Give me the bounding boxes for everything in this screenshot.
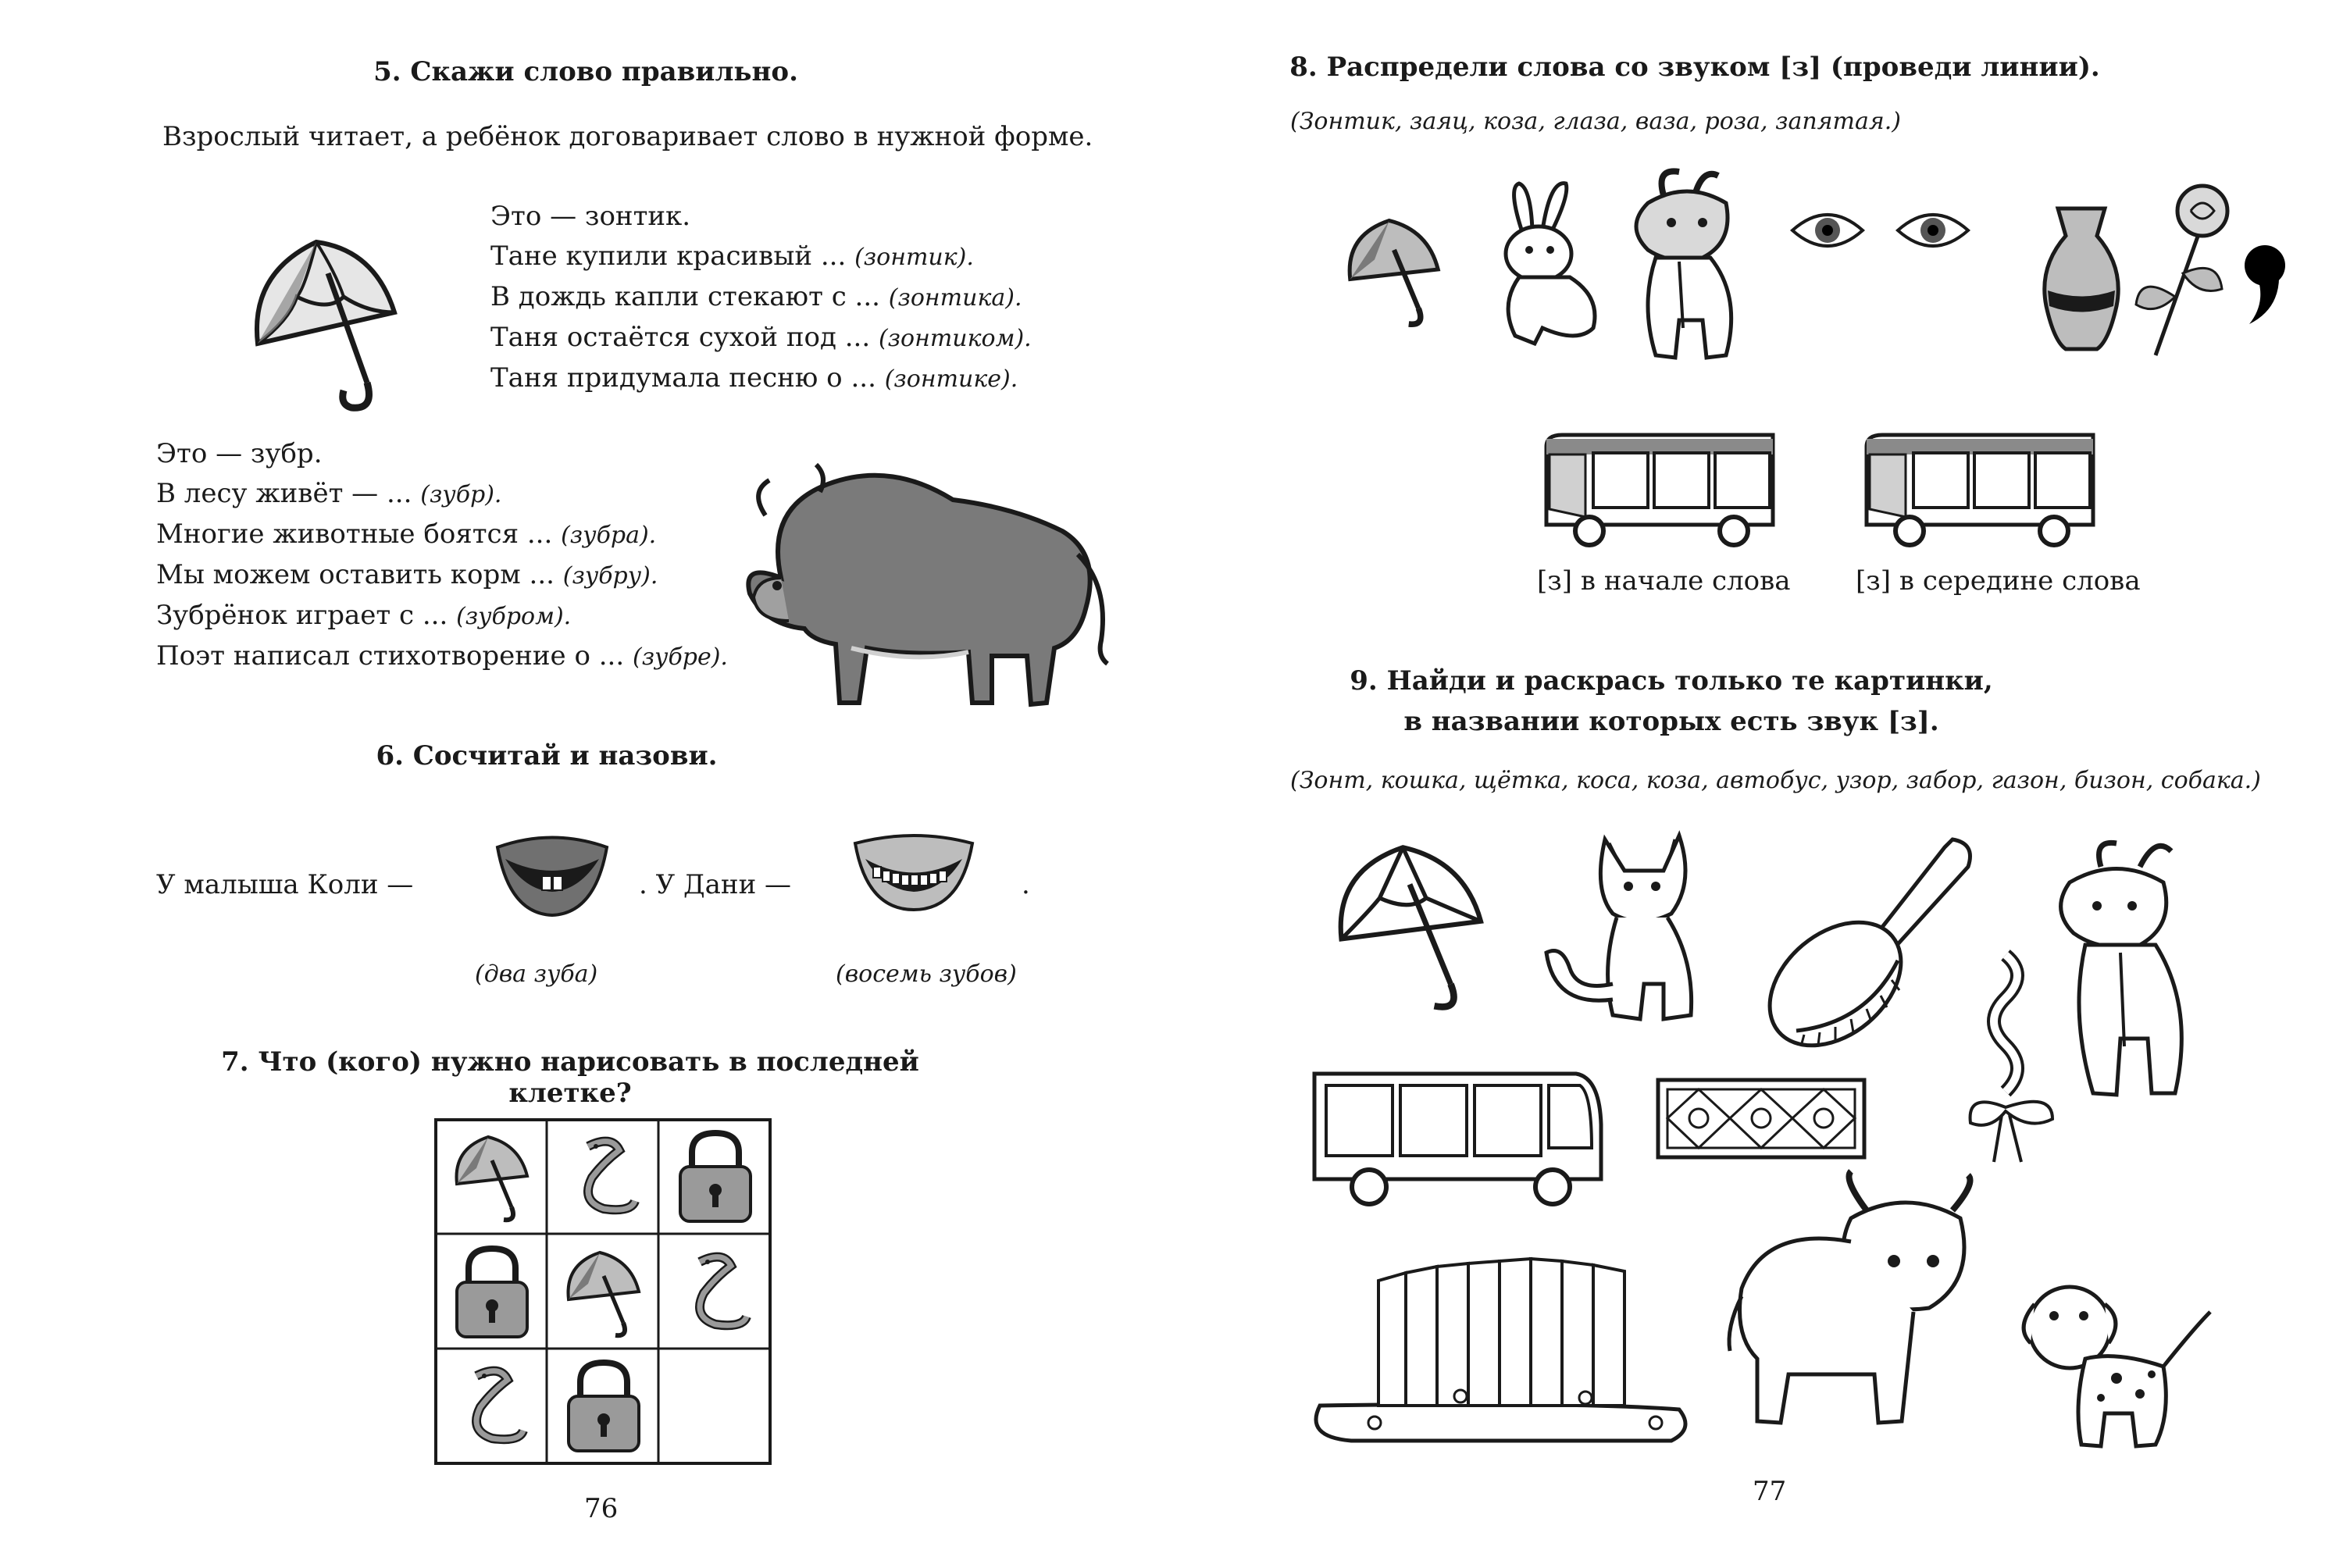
bison-icon (734, 461, 1109, 718)
mouth-eight-teeth-icon (851, 828, 976, 914)
dani-text: . У Дани — (639, 869, 792, 900)
bus-start-icon (1539, 431, 1781, 552)
braid-icon (1959, 951, 2068, 1170)
task8-umbrella-icon (1336, 211, 1453, 328)
eyes-icon (1788, 199, 1976, 262)
bison-lines (156, 434, 728, 677)
cat-icon (1539, 828, 1710, 1031)
bison-line: Многие животные боятся ... (зубра). (156, 519, 657, 550)
hare-icon (1476, 180, 1609, 351)
kolya-hint: (два зуба) (475, 960, 598, 988)
task7-grid (434, 1118, 772, 1465)
task5-instruction: Взрослый читает, а ребёнок договаривает слово в нужной форме. (162, 121, 1093, 152)
right-page (1172, 0, 2343, 1568)
umbrella-icon (242, 226, 414, 414)
task9-title-line2: в названии которых есть звук [з]. (1403, 706, 1939, 737)
task8-words: (Зонтик, заяц, коза, глаза, ваза, роза, запятая.) (1290, 108, 1901, 135)
task8-title: 8. Распредели слова со звуком [з] (проведи линии). (1289, 52, 2100, 83)
dog-icon (2015, 1281, 2218, 1452)
task6-title: 6. Сосчитай и назови. (376, 740, 718, 772)
kolya-text: У малыша Коли — (156, 869, 414, 900)
task9-title-line1: 9. Найди и раскрась только те картинки, (1350, 665, 1993, 697)
umbrella-line: Это — зонтик. (490, 201, 691, 232)
umbrella-line: Тане купили красивый ... (зонтик). (490, 241, 974, 272)
mouth-two-teeth-icon (494, 828, 611, 921)
task9-umbrella-icon (1328, 836, 1492, 1015)
task6-end: . (1022, 869, 1030, 900)
bison-line: Мы можем оставить корм ... (зубру). (156, 559, 658, 590)
bison-line: Поэт написал стихотворение о ... (зубре). (156, 640, 728, 672)
page-number: 77 (1753, 1476, 1787, 1507)
vase-icon (2038, 205, 2124, 353)
bus-start-label: [з] в начале слова (1537, 565, 1791, 597)
umbrella-line: Таня остаётся сухой под ... (зонтиком). (490, 322, 1032, 353)
goat-icon (1609, 164, 1757, 367)
brush-icon (1749, 828, 1984, 1062)
comma-icon (2241, 242, 2288, 328)
bison-outline-icon (1718, 1171, 1984, 1437)
bison-line: Зубрёнок играет с ... (зубром). (156, 600, 572, 631)
page-number: 76 (584, 1493, 619, 1524)
task5-title: 5. Скажи слово правильно. (373, 56, 798, 87)
dani-hint: (восемь зубов) (836, 960, 1017, 988)
bus-middle-icon (1859, 431, 2101, 552)
bison-line: В лесу живёт — ... (зубр). (156, 478, 502, 509)
task7-title: 7. Что (кого) нужно нарисовать в последней клетке? (221, 1046, 919, 1109)
rose-icon (2132, 180, 2234, 367)
bison-line: Это — зубр. (156, 438, 323, 469)
task9-words: (Зонт, кошка, щётка, коса, коза, автобус, узор, забор, газон, бизон, собака.) (1290, 767, 2261, 794)
fence-lawn-icon (1304, 1249, 1710, 1452)
umbrella-line: Таня придумала песню о ... (зонтике). (490, 362, 1018, 394)
bus-outline-icon (1311, 1062, 1607, 1210)
pattern-icon (1656, 1078, 1867, 1160)
umbrella-lines (490, 197, 1032, 399)
umbrella-line: В дождь капли стекают с ... (зонтика). (490, 281, 1022, 312)
bus-middle-label: [з] в середине слова (1856, 565, 2141, 597)
